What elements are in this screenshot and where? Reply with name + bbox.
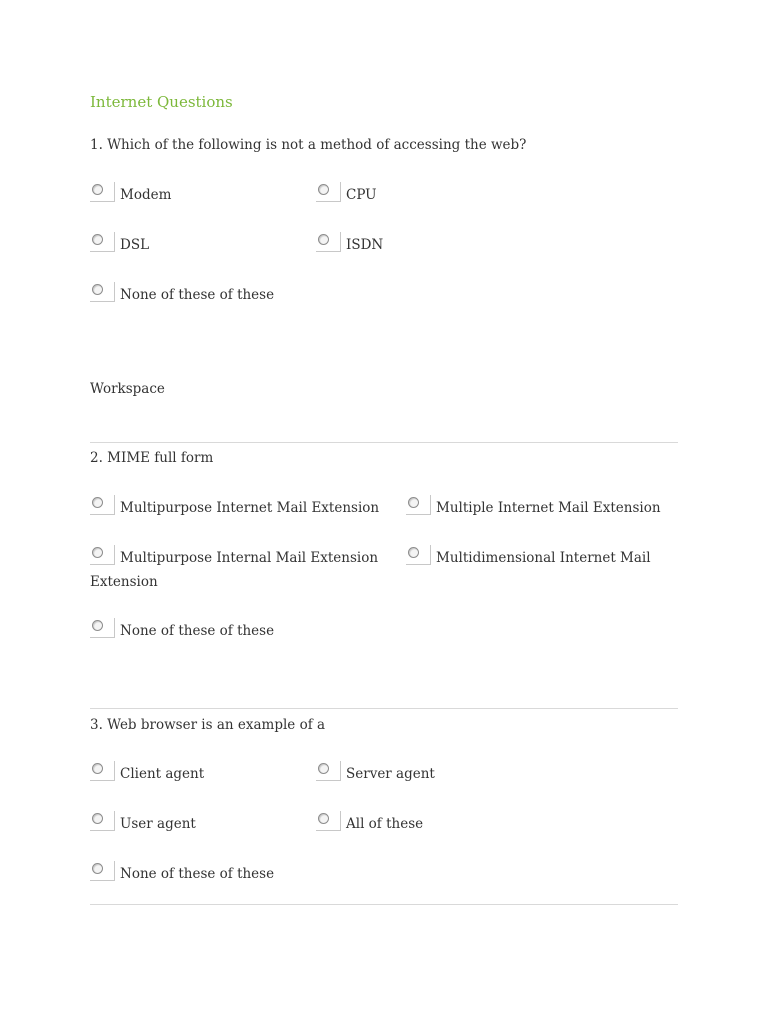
q1-option-2-radio[interactable] [316,182,341,202]
radio-icon [92,763,103,774]
q2-option-4-label: Multidimensional Internet Mail [436,550,651,566]
q2-option-1-label: Multipurpose Internet Mail Extension [120,500,380,516]
q2-option-5-label: None of these of these [120,623,275,639]
radio-icon [92,620,103,631]
q1-option-3-radio[interactable] [90,232,115,252]
question-3-text: 3. Web browser is an example of a [90,717,326,733]
radio-icon [318,813,329,824]
q2-option-1-radio[interactable] [90,495,115,515]
radio-icon [92,284,103,295]
q1-option-4-label: ISDN [346,237,384,253]
radio-icon [92,863,103,874]
q3-option-4-label: All of these [346,816,424,832]
q2-option-5-radio[interactable] [90,618,115,638]
page-title: Internet Questions [90,93,233,111]
divider [90,708,678,709]
q2-option-3-label: Multipurpose Internal Mail Extension [120,550,379,566]
q3-option-5-label: None of these of these [120,866,275,882]
q2-option-4-label-continued: Extension [90,574,158,590]
q3-option-4-radio[interactable] [316,811,341,831]
radio-icon [408,547,419,558]
q1-option-3-label: DSL [120,237,150,253]
radio-icon [92,234,103,245]
radio-icon [92,547,103,558]
question-2-text: 2. MIME full form [90,450,214,466]
q2-option-4-radio[interactable] [406,545,431,565]
radio-icon [318,184,329,195]
q2-option-2-label: Multiple Internet Mail Extension [436,500,661,516]
workspace-label: Workspace [90,381,165,397]
q3-option-1-radio[interactable] [90,761,115,781]
radio-icon [92,184,103,195]
q3-option-2-label: Server agent [346,766,435,782]
q3-option-2-radio[interactable] [316,761,341,781]
divider [90,904,678,905]
q2-option-2-radio[interactable] [406,495,431,515]
radio-icon [92,813,103,824]
q3-option-3-label: User agent [120,816,196,832]
q1-option-4-radio[interactable] [316,232,341,252]
radio-icon [318,763,329,774]
radio-icon [92,497,103,508]
divider [90,442,678,443]
q1-option-1-radio[interactable] [90,182,115,202]
q3-option-5-radio[interactable] [90,861,115,881]
q1-option-5-label: None of these of these [120,287,275,303]
question-1-text: 1. Which of the following is not a method of accessing the web? [90,137,527,153]
q3-option-3-radio[interactable] [90,811,115,831]
q1-option-5-radio[interactable] [90,282,115,302]
q2-option-3-radio[interactable] [90,545,115,565]
q3-option-1-label: Client agent [120,766,205,782]
q1-option-2-label: CPU [346,187,377,203]
q1-option-1-label: Modem [120,187,172,203]
radio-icon [318,234,329,245]
radio-icon [408,497,419,508]
